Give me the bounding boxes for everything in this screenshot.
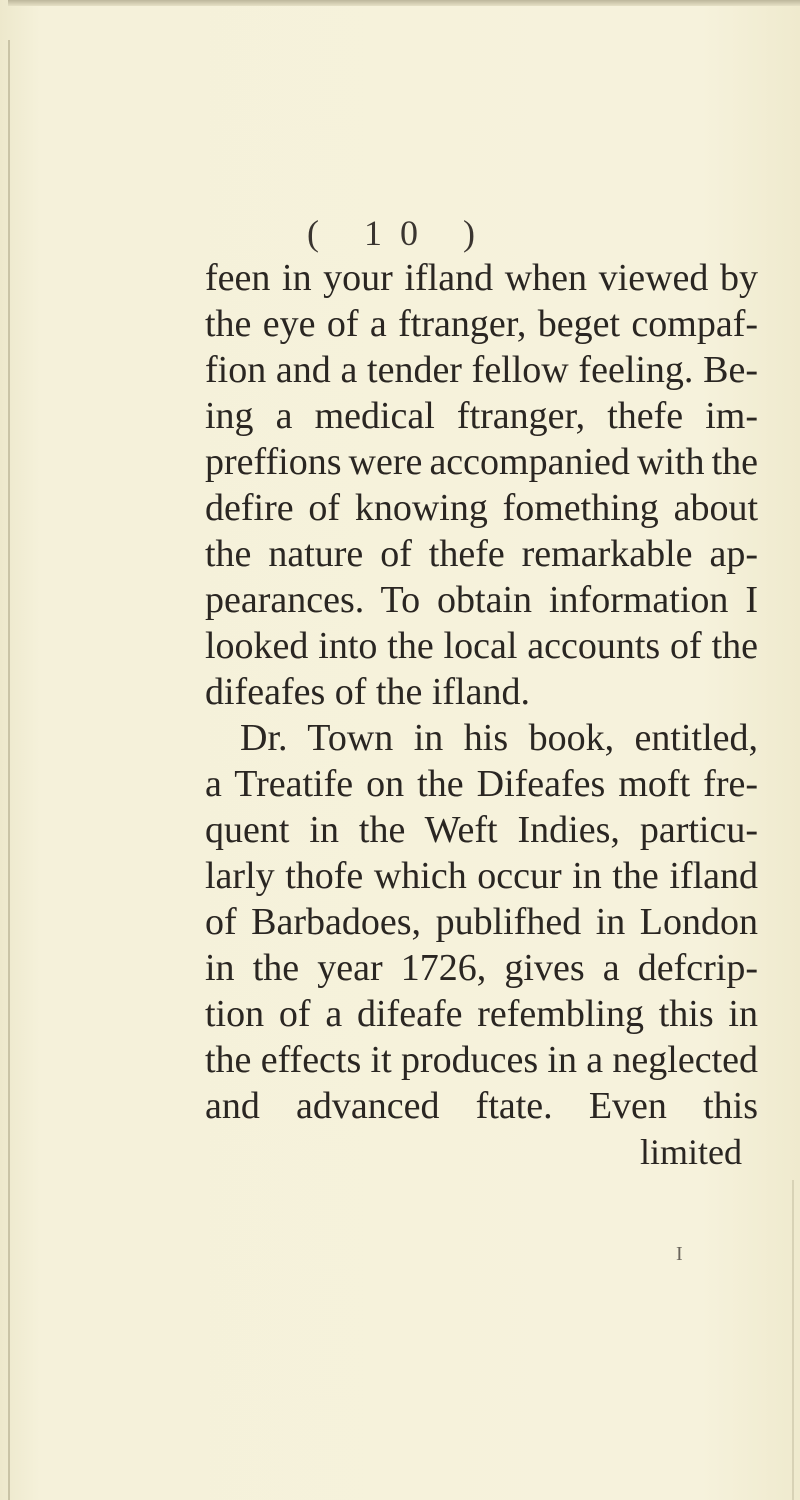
text-line: of Barbadoes, publifhed in London [205,901,758,943]
text-line: quent in the Weft Indies, particu- [205,809,758,851]
text-line: a Treatife on the Difeafes moft fre- [205,763,758,805]
text-line: defire of knowing fomething about [205,487,758,529]
signature-mark: I [676,1243,683,1265]
page-left-edge [8,40,10,1500]
text-line: feen in your ifland when viewed by [205,257,758,299]
text-line: tion of a difeafe refembling this in [205,993,758,1035]
text-line: difeafes of the ifland. [205,671,530,713]
text-line: in the year 1726, gives a defcrip- [205,947,758,989]
text-line: the eye of a ftranger, beget compaf- [205,303,758,345]
text-line: the effects it produces in a neglected [205,1039,758,1081]
page-top-edge [8,0,800,6]
text-line: preffions were accompanied with the [205,441,758,483]
text-line: larly thofe which occur in the ifland [205,855,758,897]
text-line: Dr. Town in his book, entitled, [240,717,758,759]
catchword: limited [640,1132,742,1172]
page-right-edge [792,1180,794,1500]
text-line: fion and a tender fellow feeling. Be- [205,349,758,391]
text-line: the nature of thefe remarkable ap- [205,533,758,575]
text-line: and advanced ftate. Even this [205,1085,758,1127]
page-number: ( 10 ) [307,213,493,253]
text-line: pearances. To obtain information I [205,579,758,621]
text-line: ing a medical ftranger, thefe im- [205,395,758,437]
text-line: looked into the local accounts of the [205,625,758,667]
